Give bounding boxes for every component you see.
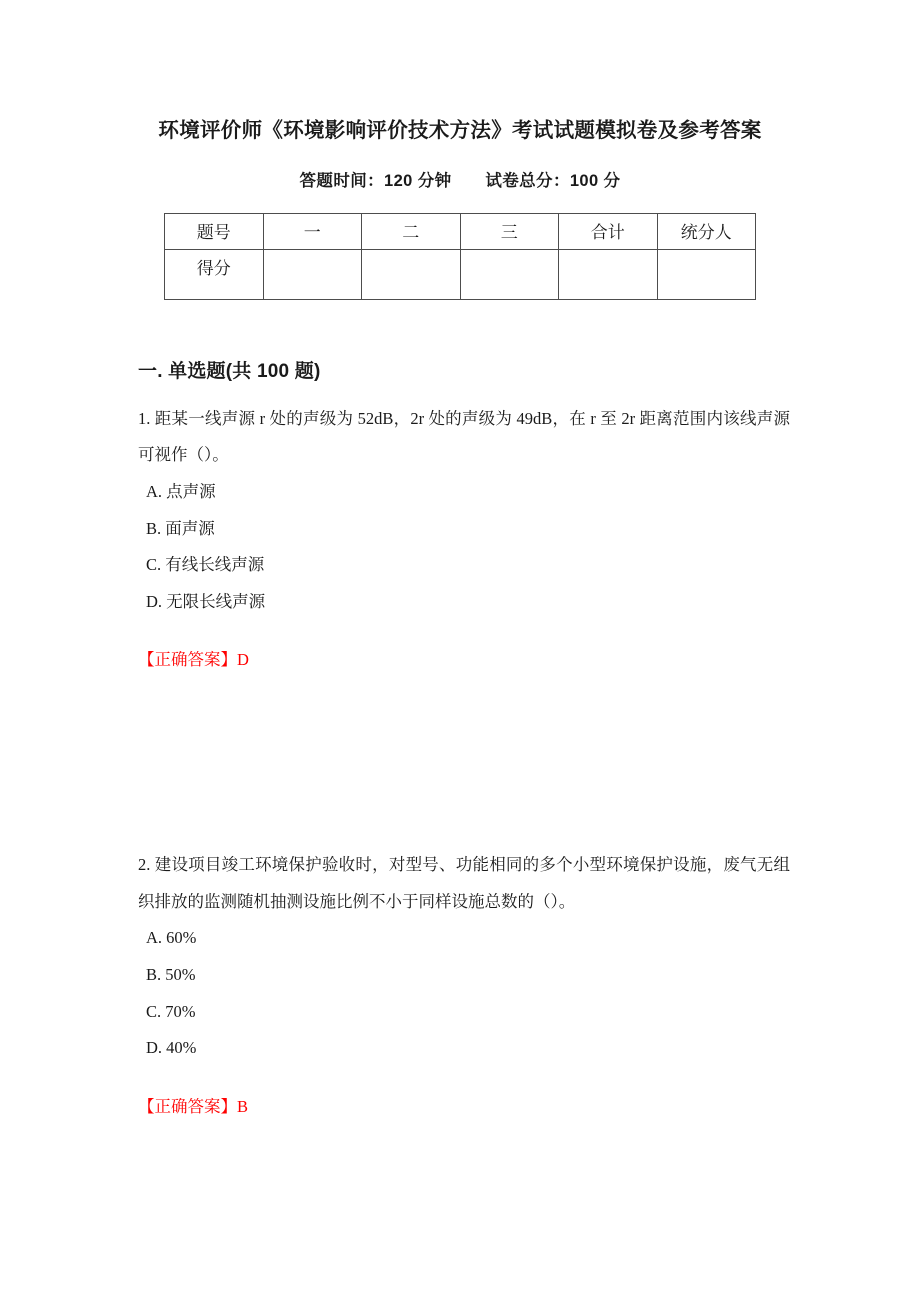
option-item[interactable]: C. 有线长线声源 (146, 555, 265, 575)
table-row (165, 213, 756, 249)
score-cell (559, 249, 658, 299)
question-block (138, 383, 790, 679)
page-title: 环境评价师《环境影响评价技术方法》考试试题模拟卷及参考答案 (158, 119, 762, 142)
correct-answer-value: D (237, 650, 249, 670)
score-table-header-cell: 一 (263, 213, 362, 249)
table-row (165, 249, 756, 299)
score-row-label: 得分 (165, 249, 264, 299)
question-block (138, 829, 790, 1125)
score-cell (362, 249, 461, 299)
option-list (138, 474, 790, 621)
exam-meta-subtitle: 答题时间：120 分钟 试卷总分：100 分 (299, 171, 621, 190)
option-item[interactable]: A. 点声源 (146, 481, 216, 501)
option-item[interactable]: C. 70% (146, 1001, 196, 1021)
correct-answer-label: 【正确答案】 (138, 650, 237, 670)
score-table-header-cell: 二 (362, 213, 461, 249)
correct-answer-value: B (237, 1096, 249, 1116)
question-text: 2. 建设项目竣工环境保护验收时，对型号、功能相同的多个小型环境保护设施，废气无组织排放的监测随机抽测设施比例不小于同样设施总数的（）。 (138, 855, 790, 911)
correct-answer (138, 1089, 790, 1126)
score-table-header-cell: 题号 (165, 213, 264, 249)
score-cell (657, 249, 756, 299)
option-item[interactable]: D. 无限长线声源 (146, 591, 266, 611)
correct-answer (138, 642, 790, 679)
score-table-container (0, 191, 920, 300)
question-text: 1. 距某一线声源 r 处的声级为 52dB，2r 处的声级为 49dB，在 r 至 2r 距离范围内该线声源可视作（）。 (138, 408, 790, 465)
spacer (138, 620, 790, 642)
explanation-space (138, 679, 790, 829)
option-list (138, 920, 790, 1067)
score-table-header-cell: 三 (460, 213, 559, 249)
option-item[interactable]: A. 60% (146, 928, 197, 948)
score-table-header-cell: 合计 (559, 213, 658, 249)
correct-answer-label: 【正确答案】 (138, 1096, 237, 1116)
section-heading-single-choice: 一. 单选题(共 100 题) (138, 360, 321, 382)
option-item[interactable]: D. 40% (146, 1038, 197, 1058)
spacer (138, 1067, 790, 1089)
option-item[interactable]: B. 50% (146, 964, 196, 984)
score-cell (263, 249, 362, 299)
score-table-header-cell: 统分人 (657, 213, 756, 249)
option-item[interactable]: B. 面声源 (146, 518, 215, 538)
document-body (0, 300, 920, 1126)
score-table (164, 213, 756, 300)
score-cell (460, 249, 559, 299)
